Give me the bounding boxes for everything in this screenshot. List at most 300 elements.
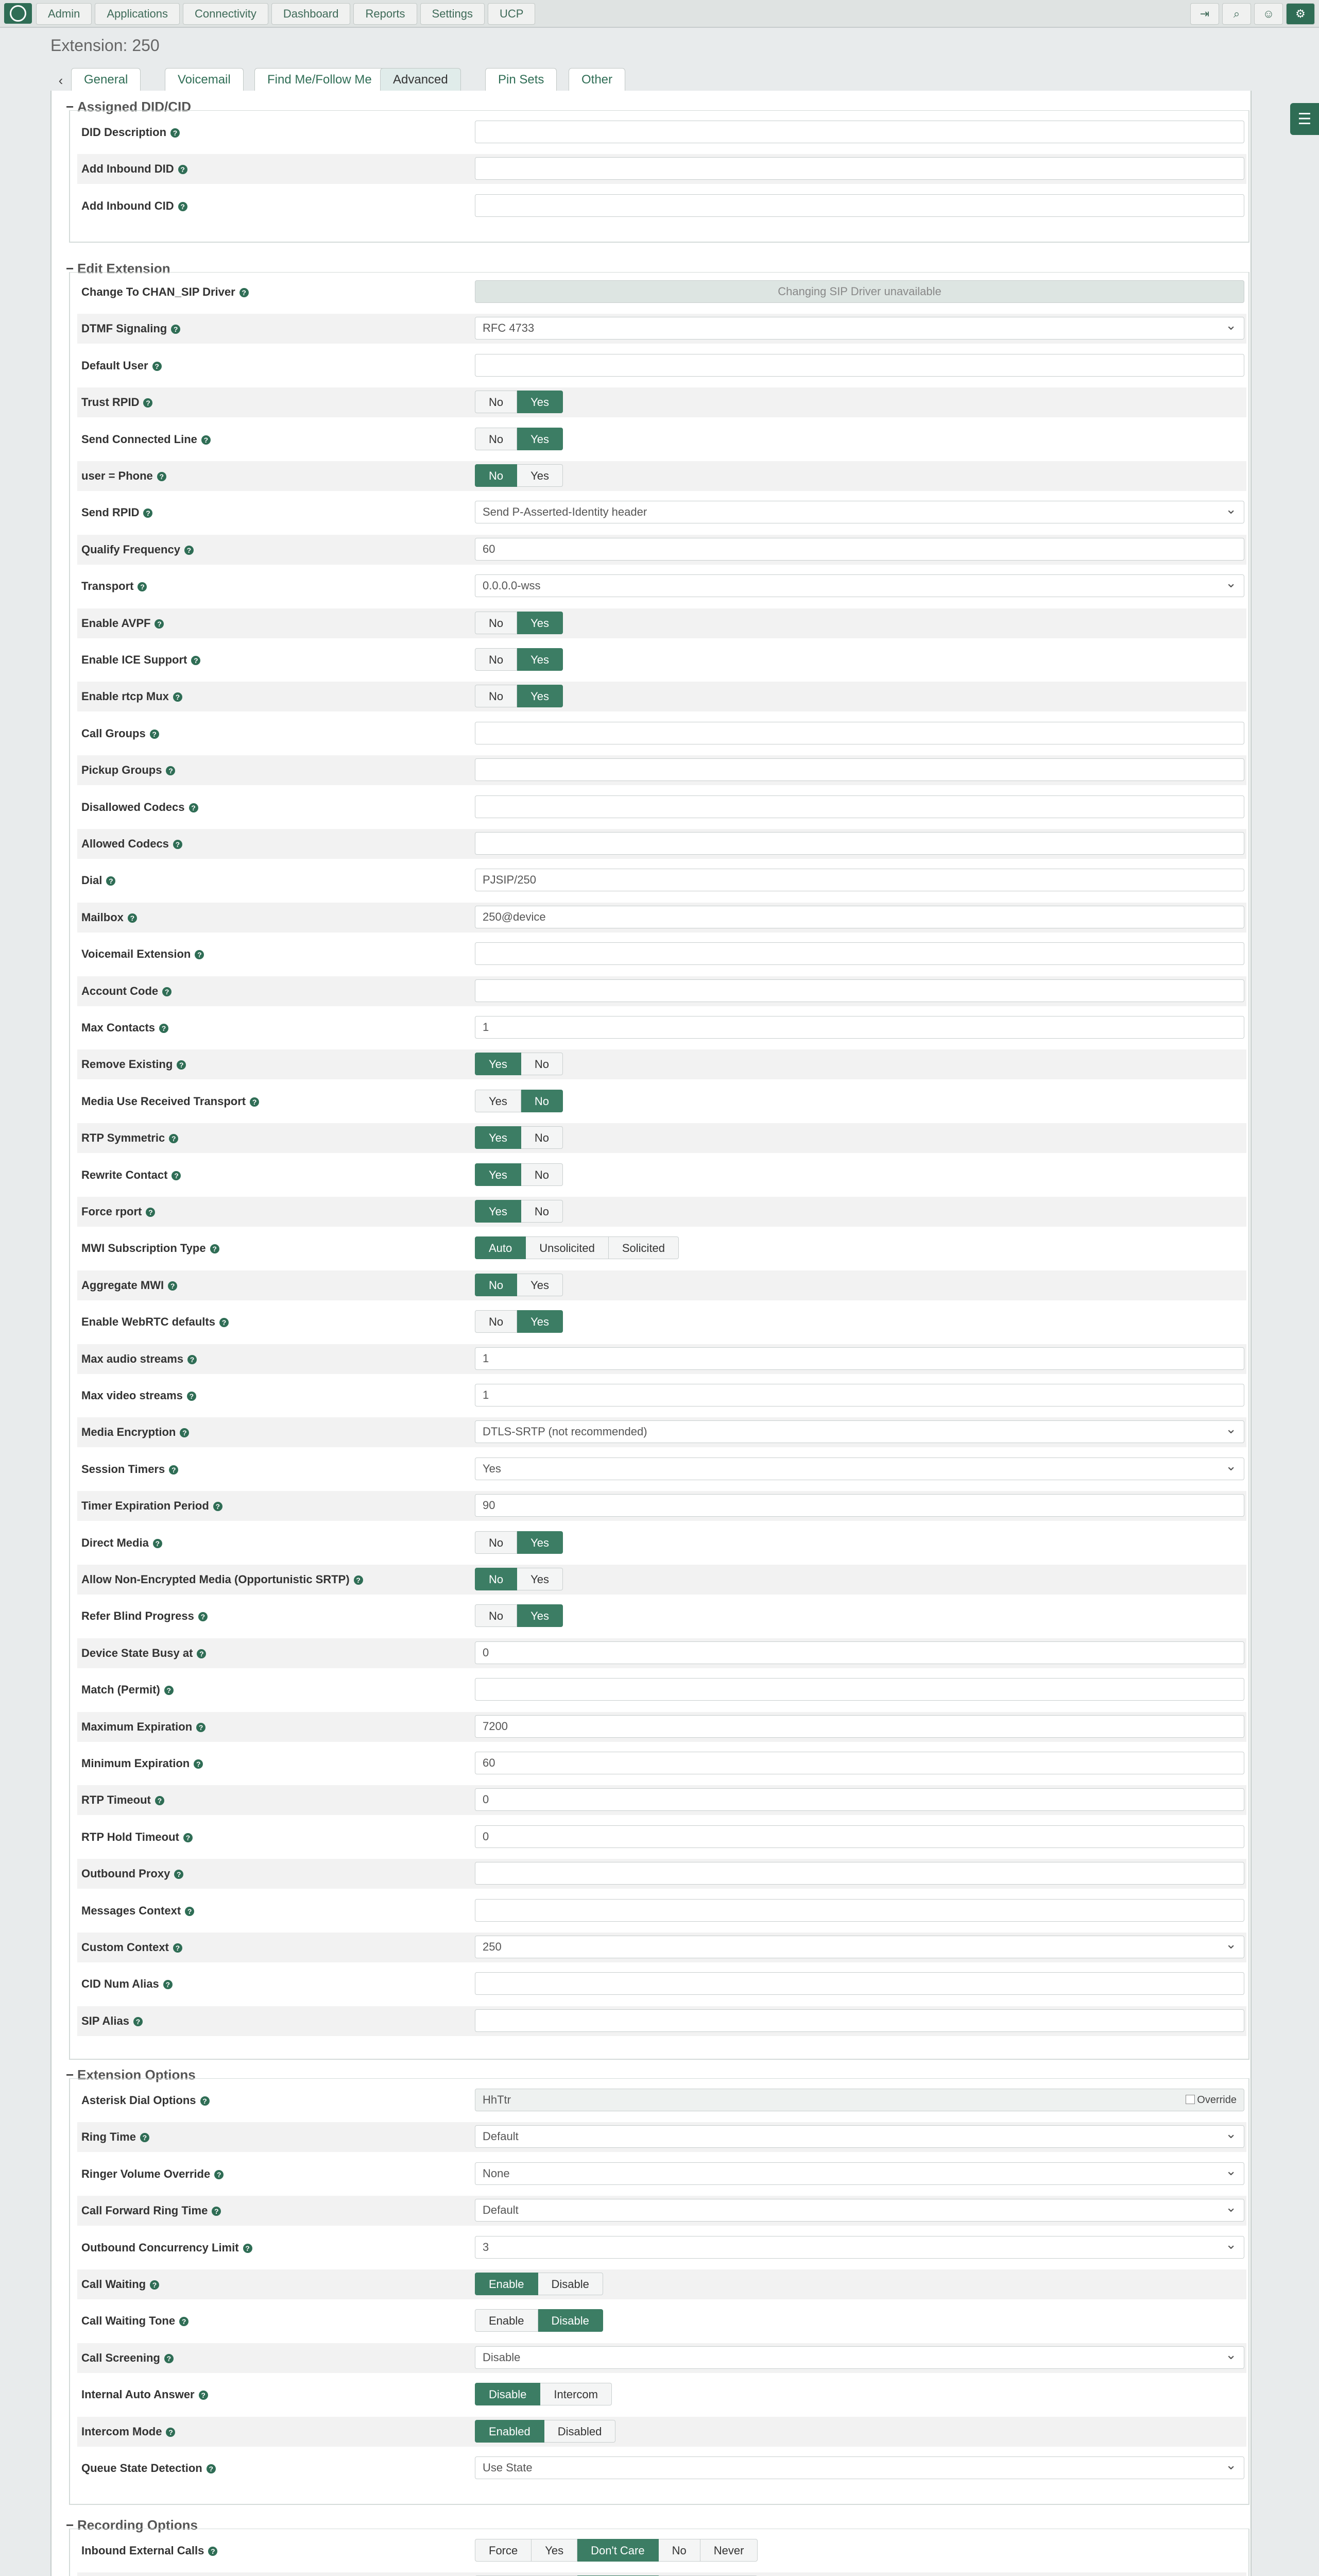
select-outbound-concurrency-limit[interactable] bbox=[475, 2236, 1244, 2259]
help-icon[interactable]: ? bbox=[183, 1833, 193, 1842]
help-icon[interactable]: ? bbox=[194, 1759, 203, 1769]
option-yes[interactable]: Yes bbox=[517, 1604, 563, 1627]
override-label: Override bbox=[1197, 2094, 1237, 2106]
tab-other[interactable]: Other bbox=[569, 68, 625, 91]
option-never[interactable]: Never bbox=[700, 2539, 758, 2562]
help-icon[interactable]: ? bbox=[166, 2428, 175, 2437]
help-icon[interactable]: ? bbox=[143, 398, 152, 408]
help-icon[interactable]: ? bbox=[250, 1097, 259, 1107]
help-icon[interactable]: ? bbox=[168, 1281, 177, 1291]
help-icon[interactable]: ? bbox=[213, 1502, 222, 1511]
tab-general[interactable]: General bbox=[71, 68, 141, 91]
label-text: Match (Permit) bbox=[81, 1683, 160, 1697]
field-label bbox=[81, 2314, 189, 2328]
help-icon[interactable]: ? bbox=[140, 2133, 149, 2142]
option-yes[interactable]: Yes bbox=[475, 1163, 521, 1186]
field-label bbox=[81, 1131, 178, 1145]
collapse-minus-icon[interactable]: − bbox=[66, 99, 74, 114]
input-add-inbound-cid[interactable] bbox=[475, 194, 1244, 217]
option-no[interactable]: No bbox=[475, 648, 517, 671]
field-label bbox=[81, 1242, 219, 1255]
field-label bbox=[81, 162, 187, 176]
input-sip-alias[interactable] bbox=[475, 2009, 1244, 2032]
form-row-inbound-external-calls bbox=[77, 2536, 1246, 2566]
label-text: Minimum Expiration bbox=[81, 1757, 190, 1770]
help-icon[interactable]: ? bbox=[354, 1575, 363, 1585]
field-label bbox=[81, 469, 166, 483]
help-icon[interactable]: ? bbox=[162, 987, 172, 996]
help-icon[interactable]: ? bbox=[219, 1318, 229, 1327]
option-unsolicited[interactable]: Unsolicited bbox=[526, 1236, 609, 1259]
form-row-rewrite-contact bbox=[77, 1160, 1246, 1190]
settings-gear-icon[interactable]: ⚙ bbox=[1286, 3, 1315, 25]
option-no[interactable]: No bbox=[659, 2539, 700, 2562]
option-no[interactable]: No bbox=[475, 612, 517, 634]
option-no[interactable]: No bbox=[475, 1604, 517, 1627]
option-yes[interactable]: Yes bbox=[532, 2539, 577, 2562]
form-row-refer-blind-progress bbox=[77, 1601, 1246, 1631]
help-icon[interactable]: ? bbox=[169, 1465, 178, 1475]
section-title: Assigned DID/CID bbox=[77, 99, 192, 114]
option-no[interactable]: No bbox=[475, 428, 517, 450]
nav-item-admin[interactable]: Admin bbox=[36, 3, 92, 25]
toggle-group-enable-avpf bbox=[475, 612, 563, 634]
select-dtmf-signaling[interactable] bbox=[475, 317, 1244, 340]
help-icon[interactable]: ? bbox=[179, 2317, 189, 2326]
input-minimum-expiration[interactable] bbox=[475, 1752, 1244, 1774]
option-no[interactable]: No bbox=[475, 1310, 517, 1333]
toggle-group-direct-media bbox=[475, 1531, 563, 1554]
form-row-qualify-frequency bbox=[77, 535, 1246, 565]
label-text: CID Num Alias bbox=[81, 1977, 159, 1991]
help-icon[interactable]: ? bbox=[191, 656, 200, 665]
help-icon[interactable]: ? bbox=[128, 913, 137, 923]
help-icon[interactable]: ? bbox=[155, 1796, 164, 1805]
help-icon[interactable]: ? bbox=[172, 1171, 181, 1180]
field-label bbox=[81, 1279, 177, 1292]
field-value: DTLS-SRTP (not recommended) bbox=[483, 1425, 647, 1438]
label-text: Force rport bbox=[81, 1205, 142, 1218]
tab-pin-sets[interactable]: Pin Sets bbox=[485, 68, 557, 91]
field-label bbox=[81, 1315, 229, 1329]
field-value: 7200 bbox=[483, 1719, 508, 1733]
form-row-allow-non-encrypted-media-opportunistic-srtp bbox=[77, 1565, 1246, 1595]
option-intercom[interactable]: Intercom bbox=[540, 2383, 612, 2405]
field-label bbox=[81, 1095, 259, 1108]
input-maximum-expiration[interactable] bbox=[475, 1715, 1244, 1738]
nav-item-settings[interactable]: Settings bbox=[420, 3, 485, 25]
input-dial[interactable] bbox=[475, 869, 1244, 891]
form-row-ringer-volume-override bbox=[77, 2159, 1246, 2189]
form-row-aggregate-mwi bbox=[77, 1270, 1246, 1300]
toggle-group-user-phone bbox=[475, 464, 563, 487]
nav-item-connectivity[interactable]: Connectivity bbox=[183, 3, 268, 25]
tab-find-me-follow-me[interactable]: Find Me/Follow Me bbox=[254, 68, 385, 91]
help-icon[interactable]: ? bbox=[180, 1428, 189, 1437]
help-icon[interactable]: ? bbox=[187, 1392, 196, 1401]
field-label bbox=[81, 1168, 181, 1182]
input-max-video-streams[interactable] bbox=[475, 1384, 1244, 1406]
input-rtp-timeout[interactable] bbox=[475, 1788, 1244, 1811]
form-row-call-groups bbox=[77, 719, 1246, 749]
input-max-audio-streams[interactable] bbox=[475, 1347, 1244, 1370]
select-ring-time[interactable] bbox=[475, 2125, 1244, 2148]
option-no[interactable]: No bbox=[521, 1053, 563, 1075]
select-call-screening[interactable] bbox=[475, 2346, 1244, 2369]
field-label bbox=[81, 727, 159, 740]
tab-bar bbox=[50, 68, 1249, 92]
option-yes[interactable]: Yes bbox=[517, 1310, 563, 1333]
option-solicited[interactable]: Solicited bbox=[609, 1236, 679, 1259]
label-text: MWI Subscription Type bbox=[81, 1242, 206, 1255]
label-text: Internal Auto Answer bbox=[81, 2388, 195, 2401]
option-enable[interactable]: Enable bbox=[475, 2273, 538, 2295]
field-label bbox=[81, 2544, 217, 2557]
option-yes[interactable]: Yes bbox=[517, 1274, 563, 1296]
select-send-rpid[interactable] bbox=[475, 501, 1244, 523]
form-row-intercom-mode bbox=[77, 2417, 1246, 2447]
field-label bbox=[81, 2241, 252, 2255]
help-icon[interactable]: ? bbox=[214, 2170, 224, 2179]
option-yes[interactable]: Yes bbox=[475, 1090, 521, 1112]
option-no[interactable]: No bbox=[475, 1531, 517, 1554]
toggle-group-rewrite-contact bbox=[475, 1163, 563, 1186]
help-icon[interactable]: ? bbox=[208, 2547, 217, 2556]
field-label bbox=[81, 433, 211, 446]
option-no[interactable]: No bbox=[521, 1200, 563, 1223]
label-text: Direct Media bbox=[81, 1536, 149, 1549]
input-cid-num-alias[interactable] bbox=[475, 1972, 1244, 1995]
label-text: Max audio streams bbox=[81, 1352, 184, 1365]
override-checkbox[interactable] bbox=[1186, 2089, 1237, 2111]
option-no[interactable]: No bbox=[475, 1274, 517, 1296]
option-no[interactable]: No bbox=[475, 391, 517, 413]
field-label bbox=[81, 1867, 183, 1880]
label-text: Call Forward Ring Time bbox=[81, 2204, 208, 2217]
input-device-state-busy-at[interactable] bbox=[475, 1641, 1244, 1664]
help-icon[interactable]: ? bbox=[178, 165, 187, 174]
help-icon[interactable]: ? bbox=[201, 435, 211, 445]
help-icon[interactable]: ? bbox=[210, 1244, 219, 1253]
input-max-contacts[interactable] bbox=[475, 1016, 1244, 1039]
label-text: Custom Context bbox=[81, 1941, 169, 1954]
logout-icon[interactable]: ⇥ bbox=[1190, 3, 1219, 25]
help-icon[interactable]: ? bbox=[171, 325, 180, 334]
form-row-dtmf-signaling bbox=[77, 314, 1246, 344]
field-label bbox=[81, 1683, 174, 1697]
input-allowed-codecs[interactable] bbox=[475, 832, 1244, 855]
label-text: Refer Blind Progress bbox=[81, 1609, 194, 1623]
option-yes[interactable]: Yes bbox=[517, 391, 563, 413]
label-text: Messages Context bbox=[81, 1904, 181, 1917]
option-yes[interactable]: Yes bbox=[517, 685, 563, 707]
form-row-call-screening bbox=[77, 2343, 1246, 2373]
select-queue-state-detection[interactable] bbox=[475, 2456, 1244, 2479]
form-row-remove-existing bbox=[77, 1049, 1246, 1079]
collapse-minus-icon[interactable]: − bbox=[66, 261, 74, 276]
field-label bbox=[81, 2204, 221, 2217]
help-icon[interactable]: ? bbox=[187, 1355, 197, 1364]
label-text: Ringer Volume Override bbox=[81, 2167, 211, 2180]
input-change-to-chan-sip-driver bbox=[475, 280, 1244, 303]
option-no[interactable]: No bbox=[521, 1163, 563, 1186]
input-default-user[interactable] bbox=[475, 354, 1244, 377]
field-label bbox=[81, 359, 162, 372]
help-icon[interactable]: ? bbox=[164, 1686, 174, 1695]
input-voicemail-extension[interactable] bbox=[475, 942, 1244, 965]
help-icon[interactable]: ? bbox=[200, 2096, 210, 2106]
label-text: Inbound External Calls bbox=[81, 2544, 204, 2557]
form-row-custom-context bbox=[77, 1933, 1246, 1962]
input-add-inbound-did[interactable] bbox=[475, 157, 1244, 180]
form-row-disallowed-codecs bbox=[77, 792, 1246, 822]
input-mailbox[interactable] bbox=[475, 906, 1244, 928]
option-yes[interactable]: Yes bbox=[517, 428, 563, 450]
option-yes[interactable]: Yes bbox=[517, 1568, 563, 1590]
form-row-send-connected-line bbox=[77, 425, 1246, 454]
label-text: Transport bbox=[81, 580, 134, 593]
toggle-group-send-connected-line bbox=[475, 428, 563, 450]
form-row-messages-context bbox=[77, 1896, 1246, 1926]
option-enabled[interactable]: Enabled bbox=[475, 2420, 544, 2443]
option-enable[interactable]: Enable bbox=[475, 2309, 538, 2332]
field-value: PJSIP/250 bbox=[483, 873, 536, 887]
input-rtp-hold-timeout[interactable] bbox=[475, 1825, 1244, 1848]
help-icon[interactable]: ? bbox=[155, 619, 164, 629]
input-outbound-proxy[interactable] bbox=[475, 1862, 1244, 1885]
toggle-group-mwi-subscription-type bbox=[475, 1236, 679, 1259]
option-yes[interactable]: Yes bbox=[517, 1531, 563, 1554]
form-row-enable-webrtc-defaults bbox=[77, 1307, 1246, 1337]
option-yes[interactable]: Yes bbox=[475, 1200, 521, 1223]
option-auto[interactable]: Auto bbox=[475, 1236, 526, 1259]
label-text: Queue State Detection bbox=[81, 2462, 202, 2475]
section-title: Extension Options bbox=[77, 2067, 196, 2082]
form-row-dial bbox=[77, 866, 1246, 895]
label-text: Intercom Mode bbox=[81, 2425, 162, 2438]
help-icon[interactable]: ? bbox=[150, 2280, 159, 2290]
select-transport[interactable] bbox=[475, 574, 1244, 597]
input-messages-context[interactable] bbox=[475, 1899, 1244, 1922]
form-row-rtp-timeout bbox=[77, 1785, 1246, 1815]
form-row-device-state-busy-at bbox=[77, 1638, 1246, 1668]
option-no[interactable]: No bbox=[521, 1090, 563, 1112]
field-label bbox=[81, 1904, 194, 1918]
help-icon[interactable]: ? bbox=[173, 840, 182, 849]
input-timer-expiration-period[interactable] bbox=[475, 1494, 1244, 1517]
field-value: 0 bbox=[483, 1829, 489, 1843]
toggle-group-intercom-mode bbox=[475, 2420, 615, 2443]
select-custom-context[interactable] bbox=[475, 1936, 1244, 1958]
option-no[interactable]: No bbox=[521, 1126, 563, 1149]
input-qualify-frequency[interactable] bbox=[475, 538, 1244, 561]
help-icon[interactable]: ? bbox=[150, 730, 159, 739]
field-label bbox=[81, 1793, 164, 1807]
field-value: Use State bbox=[483, 2461, 533, 2474]
option-yes[interactable]: Yes bbox=[475, 1053, 521, 1075]
field-label bbox=[81, 617, 164, 630]
field-value: Default bbox=[483, 2130, 519, 2143]
select-call-forward-ring-time[interactable] bbox=[475, 2199, 1244, 2222]
help-icon[interactable]: ? bbox=[184, 546, 194, 555]
form-row-minimum-expiration bbox=[77, 1749, 1246, 1778]
select-media-encryption[interactable] bbox=[475, 1420, 1244, 1443]
help-icon[interactable]: ? bbox=[159, 1024, 168, 1033]
toggle-group-refer-blind-progress bbox=[475, 1604, 563, 1627]
option-yes[interactable]: Yes bbox=[517, 612, 563, 634]
form-row-max-contacts bbox=[77, 1013, 1246, 1043]
form-row-cid-num-alias bbox=[77, 1969, 1246, 1999]
option-disabled[interactable]: Disabled bbox=[544, 2420, 616, 2443]
field-label bbox=[81, 764, 175, 777]
help-icon[interactable]: ? bbox=[174, 1870, 183, 1879]
field-label bbox=[81, 1941, 182, 1954]
help-icon[interactable]: ? bbox=[207, 2464, 216, 2473]
collapse-minus-icon[interactable]: − bbox=[66, 2517, 74, 2533]
tab-voicemail[interactable]: Voicemail bbox=[165, 68, 244, 91]
input-disallowed-codecs[interactable] bbox=[475, 795, 1244, 818]
help-icon[interactable]: ? bbox=[166, 766, 175, 775]
help-icon[interactable]: ? bbox=[199, 2391, 208, 2400]
input-account-code[interactable] bbox=[475, 979, 1244, 1002]
form-row-mailbox bbox=[77, 903, 1246, 933]
help-icon[interactable]: ? bbox=[195, 950, 204, 959]
option-disable[interactable]: Disable bbox=[538, 2309, 603, 2332]
main-menu bbox=[36, 3, 535, 25]
field-label bbox=[81, 1463, 178, 1476]
label-text: Add Inbound CID bbox=[81, 199, 174, 212]
form-row-max-video-streams bbox=[77, 1381, 1246, 1411]
form-row-force-rport bbox=[77, 1197, 1246, 1227]
toggle-group-inbound-external-calls bbox=[475, 2539, 758, 2562]
freepbx-logo-button[interactable] bbox=[4, 3, 32, 24]
option-yes[interactable]: Yes bbox=[475, 1126, 521, 1149]
label-text: Max Contacts bbox=[81, 1021, 156, 1034]
label-text: Ring Time bbox=[81, 2130, 136, 2144]
field-value: HhTtr bbox=[483, 2093, 511, 2106]
label-text: Remove Existing bbox=[81, 1058, 173, 1071]
help-icon[interactable]: ? bbox=[212, 2207, 221, 2216]
help-icon[interactable]: ? bbox=[169, 1134, 178, 1143]
help-icon[interactable]: ? bbox=[152, 362, 162, 371]
help-icon[interactable]: ? bbox=[243, 2244, 252, 2253]
form-row-send-rpid bbox=[77, 498, 1246, 528]
field-label bbox=[81, 2351, 174, 2365]
freepbx-logo-icon bbox=[10, 5, 26, 22]
field-value: 60 bbox=[483, 1756, 495, 1769]
option-disable[interactable]: Disable bbox=[538, 2273, 603, 2295]
nav-item-reports[interactable]: Reports bbox=[353, 3, 417, 25]
help-icon[interactable]: ? bbox=[178, 202, 187, 211]
option-yes[interactable]: Yes bbox=[517, 464, 563, 487]
label-text: Session Timers bbox=[81, 1462, 165, 1476]
option-no[interactable]: No bbox=[475, 685, 517, 707]
field-label bbox=[81, 126, 180, 139]
label-text: RTP Hold Timeout bbox=[81, 1830, 179, 1843]
nav-item-dashboard[interactable]: Dashboard bbox=[271, 3, 351, 25]
label-text: Media Encryption bbox=[81, 1426, 176, 1439]
help-icon[interactable]: ? bbox=[106, 876, 115, 886]
field-value: Send P-Asserted-Identity header bbox=[483, 505, 647, 519]
help-icon[interactable]: ? bbox=[189, 803, 198, 812]
collapse-minus-icon[interactable]: − bbox=[66, 2067, 74, 2082]
select-ringer-volume-override[interactable] bbox=[475, 2162, 1244, 2185]
help-icon[interactable]: ? bbox=[173, 1943, 182, 1953]
input-match-permit[interactable] bbox=[475, 1678, 1244, 1701]
field-label bbox=[81, 2278, 159, 2291]
input-call-groups[interactable] bbox=[475, 722, 1244, 744]
help-icon[interactable]: ? bbox=[185, 1907, 194, 1916]
help-icon[interactable]: ? bbox=[163, 1980, 173, 1989]
help-icon[interactable]: ? bbox=[173, 692, 182, 702]
nav-item-applications[interactable]: Applications bbox=[95, 3, 180, 25]
field-label bbox=[81, 1831, 193, 1844]
user-icon[interactable]: ☺ bbox=[1254, 3, 1283, 25]
help-icon[interactable]: ? bbox=[196, 1723, 205, 1732]
option-no[interactable]: No bbox=[475, 1568, 517, 1590]
option-no[interactable]: No bbox=[475, 464, 517, 487]
help-icon[interactable]: ? bbox=[170, 128, 180, 138]
select-session-timers[interactable] bbox=[475, 1458, 1244, 1480]
checkbox-icon[interactable] bbox=[1186, 2095, 1195, 2104]
help-icon[interactable]: ? bbox=[143, 509, 152, 518]
field-label bbox=[81, 1205, 155, 1218]
label-text: Allowed Codecs bbox=[81, 837, 169, 850]
field-value: 250 bbox=[483, 1940, 502, 1953]
nav-item-ucp[interactable]: UCP bbox=[488, 3, 535, 25]
help-icon[interactable]: ? bbox=[177, 1060, 186, 1070]
help-icon[interactable]: ? bbox=[153, 1539, 162, 1548]
input-asterisk-dial-options[interactable] bbox=[475, 2089, 1244, 2111]
label-text: Call Screening bbox=[81, 2351, 160, 2364]
label-text: Send RPID bbox=[81, 506, 140, 519]
form-row-sip-alias bbox=[77, 2006, 1246, 2036]
help-icon[interactable]: ? bbox=[157, 472, 166, 481]
label-text: Send Connected Line bbox=[81, 432, 197, 446]
search-icon[interactable]: ⌕ bbox=[1222, 3, 1251, 25]
form-row-internal-auto-answer bbox=[77, 2380, 1246, 2410]
tab-scroll-left-icon[interactable]: ‹ bbox=[58, 73, 63, 88]
help-icon[interactable]: ? bbox=[198, 1612, 208, 1621]
field-label bbox=[81, 2425, 175, 2438]
input-pickup-groups[interactable] bbox=[475, 758, 1244, 781]
form-row-user-phone bbox=[77, 461, 1246, 491]
toggle-group-call-waiting-tone bbox=[475, 2309, 603, 2332]
help-icon[interactable]: ? bbox=[138, 582, 147, 591]
form-row-rtp-hold-timeout bbox=[77, 1822, 1246, 1852]
label-text: DTMF Signaling bbox=[81, 322, 167, 335]
option-force[interactable]: Force bbox=[475, 2539, 532, 2562]
option-yes[interactable]: Yes bbox=[517, 648, 563, 671]
form-row-asterisk-dial-options bbox=[77, 2086, 1246, 2115]
help-icon[interactable]: ? bbox=[164, 2354, 174, 2363]
help-icon[interactable]: ? bbox=[146, 1208, 155, 1217]
sidebar-toggle-list-icon[interactable]: ☰ bbox=[1290, 103, 1319, 135]
form-row-change-to-chan-sip-driver bbox=[77, 277, 1246, 307]
form-row-max-audio-streams bbox=[77, 1344, 1246, 1374]
input-did-description[interactable] bbox=[475, 121, 1244, 143]
option-don-t-care[interactable]: Don't Care bbox=[577, 2539, 658, 2562]
form-row-session-timers bbox=[77, 1454, 1246, 1484]
help-icon[interactable]: ? bbox=[239, 288, 249, 297]
field-value: Changing SIP Driver unavailable bbox=[778, 285, 941, 298]
form-row-enable-avpf bbox=[77, 608, 1246, 638]
help-icon[interactable]: ? bbox=[197, 1649, 206, 1658]
tab-advanced[interactable]: Advanced bbox=[380, 68, 461, 92]
label-text: Mailbox bbox=[81, 910, 124, 924]
help-icon[interactable]: ? bbox=[133, 2017, 143, 2026]
option-disable[interactable]: Disable bbox=[475, 2383, 540, 2405]
